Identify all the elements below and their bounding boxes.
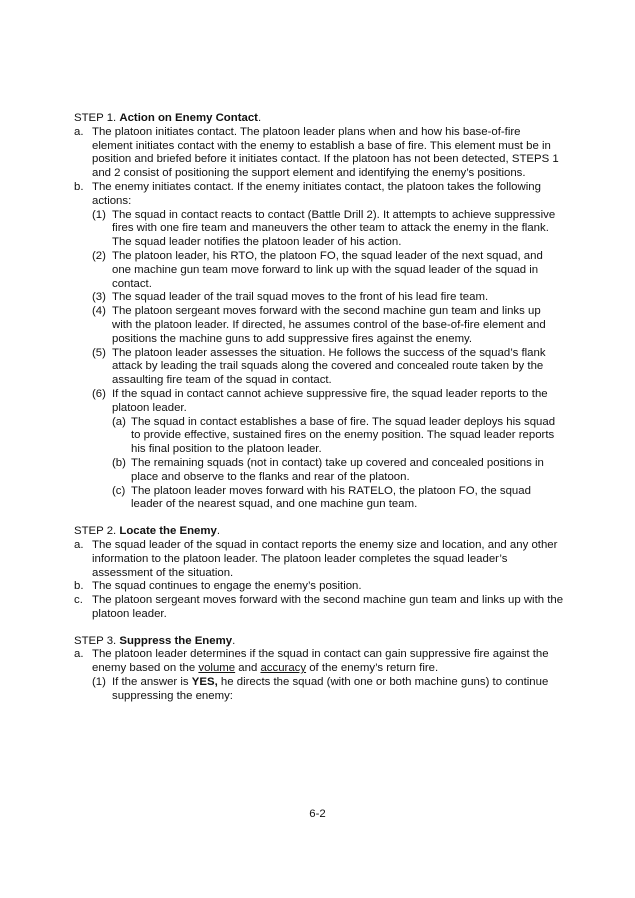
subitem-text	[112, 676, 564, 704]
step-label: STEP 1.	[74, 112, 120, 124]
subsubitem-marker: (a)	[112, 415, 126, 428]
text-run: The platoon leader determines if the squad in contact can gain suppressive fire against the enemy based on the	[92, 648, 549, 675]
item-marker: a.	[74, 125, 84, 138]
subitem-text: The squad in contact reacts to contact (Battle Drill 2). It attempts to achieve suppressive fires with one fire team and maneuvers the other team to attack the enemy in the flank. The squad leader notifies the platoon leader of his action.	[112, 208, 556, 249]
item-text: The platoon initiates contact. The platoon leader plans when and how his base-of-fire element initiates contact with the enemy to establish a base of fire. This element must be in position and briefed before it initiates contact. If the platoon has not been detected, STEPS 1 and 2 consist of positioning the support element and identifying the enemy’s positions.	[92, 125, 559, 180]
step-suffix: .	[257, 112, 262, 124]
step-1-subsubitem-c	[74, 485, 564, 513]
item-text	[92, 648, 564, 676]
page-number: 6-2	[309, 808, 326, 820]
step-1-item-a	[74, 126, 564, 181]
step-1-subsubitem-a	[74, 416, 564, 457]
step-2-item-c	[74, 594, 564, 622]
subitem-text: The platoon leader, his RTO, the platoon FO, the squad leader of the next squad, and one machine gun team move forward to link up with the squad leader of the squad in contact.	[112, 249, 543, 290]
step-1-subitem-1	[74, 209, 564, 250]
item-marker: b.	[74, 580, 84, 593]
item-marker: a.	[74, 648, 84, 661]
step-2-item-a	[74, 539, 564, 580]
subsubitem-text: The squad in contact establishes a base of fire. The squad leader deploys his squad to provide effective, sustained fires on the enemy position. The squad leader reports his final position to the platoon leader.	[131, 415, 556, 456]
step-1-subitem-6	[74, 388, 564, 416]
step-2-heading	[74, 525, 564, 539]
step-3-item-a	[74, 648, 564, 676]
item-text: The squad leader of the squad in contact reports the enemy size and location, and any other information to the platoon leader. The platoon leader completes the squad leader’s assessment of the situation.	[92, 538, 558, 579]
emphasis-yes: YES,	[191, 676, 218, 689]
subsubitem-marker: (c)	[112, 484, 126, 497]
step-3-subitem-1	[74, 676, 564, 704]
step-1-subitem-5	[74, 347, 564, 388]
text-run: he directs the squad (with one or both machine guns) to continue suppressing the enemy:	[112, 676, 549, 702]
subitem-marker: (6)	[92, 387, 106, 400]
text-run: and	[235, 662, 261, 675]
text-run: of the enemy’s return fire.	[306, 662, 439, 675]
subitem-marker: (4)	[92, 305, 106, 318]
subitem-marker: (1)	[92, 208, 106, 221]
underlined-term-accuracy: accuracy	[260, 662, 307, 675]
subitem-text: The platoon sergeant moves forward with the second machine gun team and links up with the platoon leader. If directed, he assumes control of the base-of-fire element and positions the machine guns to add suppressive fires against the enemy.	[112, 305, 546, 345]
underlined-term-volume: volume	[198, 662, 236, 675]
step-title: Locate the Enemy	[119, 525, 217, 538]
step-1-subitem-2	[74, 250, 564, 291]
subsubitem-marker: (b)	[112, 456, 126, 469]
subitem-marker: (3)	[92, 291, 106, 304]
step-suffix: .	[232, 634, 236, 647]
step-3-heading	[74, 635, 564, 649]
item-text: The platoon sergeant moves forward with the second machine gun team and links up with the platoon leader.	[92, 594, 564, 620]
subsubitem-text: The platoon leader moves forward with his RATELO, the platoon FO, the squad leader of the nearest squad, and one machine gun team.	[131, 484, 531, 511]
step-label: STEP 2.	[74, 525, 120, 538]
subitem-text: If the squad in contact cannot achieve suppressive fire, the squad leader reports to the platoon leader.	[112, 387, 548, 414]
document-body	[74, 112, 564, 704]
subitem-marker: (2)	[92, 249, 106, 262]
text-run: If the answer is	[112, 676, 192, 689]
item-marker: c.	[74, 594, 83, 607]
item-text: The enemy initiates contact. If the enemy initiates contact, the platoon takes the following actions:	[92, 180, 541, 207]
step-1-heading	[74, 112, 564, 126]
subitem-text: The squad leader of the trail squad moves to the front of his lead fire team.	[112, 291, 489, 304]
step-2-item-b	[74, 580, 564, 594]
step-1-subitem-4	[74, 305, 564, 346]
step-1-subsubitem-b	[74, 457, 564, 485]
step-title: Action on Enemy Contact	[119, 112, 258, 124]
subitem-marker: (1)	[92, 676, 106, 689]
step-title: Suppress the Enemy	[119, 634, 233, 647]
item-marker: a.	[74, 538, 84, 551]
step-label: STEP 3.	[74, 634, 120, 647]
step-suffix: .	[216, 525, 221, 538]
step-1-item-b	[74, 181, 564, 209]
item-marker: b.	[74, 180, 84, 193]
subitem-marker: (5)	[92, 346, 106, 359]
item-text: The squad continues to engage the enemy’s position.	[92, 580, 362, 593]
subsubitem-text: The remaining squads (not in contact) take up covered and concealed positions in place and observe to the flanks and rear of the platoon.	[131, 456, 544, 483]
step-1-subitem-3	[74, 291, 564, 305]
subitem-text: The platoon leader assesses the situation. He follows the success of the squad’s flank attack by leading the trail squads along the covered and concealed route taken by the assaulting fire team of the squad in contact.	[112, 346, 546, 387]
